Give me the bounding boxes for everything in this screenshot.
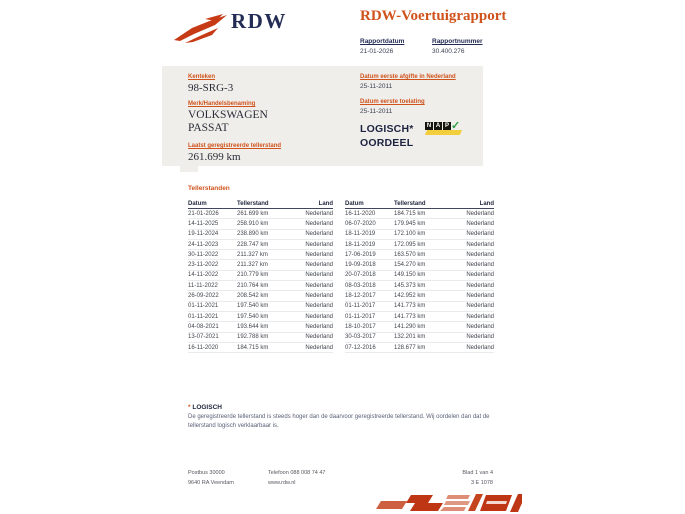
row-datum: 18-11-2019 — [345, 241, 376, 248]
row-tellerstand: 210.764 km — [237, 282, 269, 289]
row-datum: 19-09-2018 — [345, 262, 376, 269]
row-datum: 04-08-2021 — [188, 323, 219, 330]
row-tellerstand: 141.290 km — [394, 323, 426, 330]
nap-letter-a: A — [435, 123, 441, 129]
table-row — [188, 291, 333, 301]
nap-checkmark-icon: ✓ — [451, 120, 461, 132]
tellerstanden-right-body — [345, 209, 494, 353]
row-land: Nederland — [305, 210, 333, 217]
row-land: Nederland — [305, 262, 333, 269]
table-row — [188, 333, 333, 343]
footnote-title-text: LOGISCH — [192, 404, 222, 411]
header-land: Land — [318, 201, 333, 207]
footer-page-label: Blad 1 van 4 — [462, 470, 493, 476]
row-land: Nederland — [305, 293, 333, 300]
row-datum: 16-11-2020 — [188, 344, 219, 351]
row-land: Nederland — [305, 241, 333, 248]
row-land: Nederland — [466, 272, 494, 279]
page-title: RDW-Voertuigrapport — [360, 8, 507, 24]
table-header-row — [188, 196, 333, 209]
row-land: Nederland — [305, 344, 333, 351]
row-datum: 01-11-2021 — [188, 313, 219, 320]
table-row — [188, 260, 333, 270]
rapportnummer-value: 30.400.276 — [432, 47, 465, 55]
summary-box-notch — [180, 166, 198, 172]
table-row — [345, 333, 494, 343]
row-tellerstand: 149.150 km — [394, 272, 426, 279]
kenteken-label: Kenteken — [188, 74, 216, 80]
row-tellerstand: 172.095 km — [394, 241, 426, 248]
row-datum: 24-11-2023 — [188, 241, 219, 248]
row-datum: 18-11-2019 — [345, 231, 376, 238]
row-land: Nederland — [466, 303, 494, 310]
nap-letter-n: N — [426, 123, 432, 129]
oordeel-text — [360, 123, 414, 150]
footer-contact — [268, 468, 326, 488]
row-land: Nederland — [466, 262, 494, 269]
header-datum: Datum — [188, 201, 207, 207]
table-row — [345, 250, 494, 260]
row-datum: 30-11-2022 — [188, 251, 219, 258]
row-land: Nederland — [466, 344, 494, 351]
row-land: Nederland — [305, 313, 333, 320]
header-land: Land — [479, 201, 494, 207]
table-row — [188, 322, 333, 332]
footnote-marker: * — [188, 404, 191, 411]
row-land: Nederland — [466, 251, 494, 258]
row-tellerstand: 197.540 km — [237, 313, 269, 320]
footnote-text: De geregistreerde tellerstand is steeds hoger dan de daarvoor geregistreerde tellerstand. Wij oordelen dan dat de tellerstand logisch verklaarbaar is. — [188, 414, 490, 429]
table-row — [345, 209, 494, 219]
row-land: Nederland — [305, 282, 333, 289]
row-datum: 21-01-2026 — [188, 210, 219, 217]
table-row — [345, 343, 494, 353]
row-datum: 19-11-2024 — [188, 231, 219, 238]
row-datum: 26-09-2022 — [188, 293, 219, 300]
table-row — [345, 219, 494, 229]
footer-page-info — [462, 468, 493, 488]
merk-value-line2: PASSAT — [188, 122, 229, 134]
row-land: Nederland — [466, 241, 494, 248]
footer-stripes-graphic — [368, 491, 522, 513]
row-tellerstand: 208.542 km — [237, 293, 269, 300]
tellerstanden-heading: Tellerstanden — [188, 185, 230, 192]
footer-address — [188, 468, 234, 488]
row-datum: 11-11-2022 — [188, 282, 218, 289]
row-tellerstand: 238.890 km — [237, 231, 269, 238]
row-datum: 30-03-2017 — [345, 334, 376, 341]
tellerstanden-table-left — [188, 196, 333, 353]
merk-value-line1: VOLKSWAGEN — [188, 109, 268, 121]
rdw-logo-wordmark: RDW — [231, 9, 287, 33]
row-datum: 07-12-2016 — [345, 344, 376, 351]
table-row — [188, 312, 333, 322]
row-land: Nederland — [305, 323, 333, 330]
table-row — [188, 209, 333, 219]
rdw-logo-eagle-icon — [172, 13, 228, 45]
row-land: Nederland — [305, 334, 333, 341]
footer-phone: Telefoon 088 008 74 47 — [268, 470, 326, 476]
row-tellerstand: 163.570 km — [394, 251, 426, 258]
vehicle-summary-box — [162, 66, 483, 166]
table-header-row — [345, 196, 494, 209]
footer-address-line1: Postbus 30000 — [188, 470, 225, 476]
eerste-afgifte-label: Datum eerste afgifte in Nederland — [360, 74, 456, 80]
row-tellerstand: 184.715 km — [237, 344, 269, 351]
row-tellerstand: 193.644 km — [237, 323, 269, 330]
footer-website: www.rdw.nl — [268, 480, 296, 486]
row-tellerstand: 258.910 km — [237, 220, 269, 227]
row-datum: 01-11-2017 — [345, 303, 376, 310]
row-datum: 17-06-2019 — [345, 251, 376, 258]
rapportnummer-field — [432, 38, 483, 55]
row-tellerstand: 142.952 km — [394, 293, 426, 300]
row-datum: 18-10-2017 — [345, 323, 376, 330]
footer-form-code: 3 E 1078 — [470, 480, 493, 486]
laatste-tellerstand-label: Laatst geregistreerde tellerstand — [188, 143, 282, 149]
row-datum: 16-11-2020 — [345, 210, 376, 217]
row-land: Nederland — [466, 334, 494, 341]
row-land: Nederland — [305, 220, 333, 227]
row-tellerstand: 211.327 km — [237, 251, 268, 258]
row-tellerstand: 228.747 km — [237, 241, 269, 248]
eerste-toelating-label: Datum eerste toelating — [360, 99, 425, 105]
table-row — [345, 230, 494, 240]
table-row — [345, 322, 494, 332]
row-tellerstand: 154.270 km — [394, 262, 426, 269]
row-tellerstand: 192.788 km — [237, 334, 269, 341]
merk-value — [188, 109, 268, 135]
row-datum: 14-11-2022 — [188, 272, 219, 279]
row-land: Nederland — [466, 231, 494, 238]
table-row — [188, 219, 333, 229]
row-land: Nederland — [466, 220, 494, 227]
row-tellerstand: 128.677 km — [394, 344, 426, 351]
header-tellerstand: Tellerstand — [394, 201, 426, 207]
header-tellerstand: Tellerstand — [237, 201, 269, 207]
row-tellerstand: 132.201 km — [394, 334, 426, 341]
nap-letter-p: P — [444, 123, 449, 129]
row-land: Nederland — [305, 303, 333, 310]
row-land: Nederland — [466, 323, 494, 330]
row-tellerstand: 197.540 km — [237, 303, 269, 310]
rapportdatum-value: 21-01-2026 — [360, 47, 394, 55]
row-land: Nederland — [305, 231, 333, 238]
row-datum: 18-12-2017 — [345, 293, 376, 300]
table-row — [188, 281, 333, 291]
laatste-tellerstand-value: 261.699 km — [188, 151, 241, 163]
table-row — [345, 281, 494, 291]
row-land: Nederland — [466, 313, 494, 320]
row-datum: 23-11-2022 — [188, 262, 219, 269]
row-datum: 13-07-2021 — [188, 334, 219, 341]
table-row — [345, 260, 494, 270]
header-datum: Datum — [345, 201, 364, 207]
row-land: Nederland — [305, 272, 333, 279]
table-row — [188, 240, 333, 250]
row-tellerstand: 261.699 km — [237, 210, 269, 217]
row-datum: 01-11-2021 — [188, 303, 219, 310]
nap-logo-icon — [425, 121, 467, 138]
rapportdatum-field — [360, 38, 404, 55]
footnote-title — [188, 404, 500, 411]
table-row — [188, 250, 333, 260]
rapportdatum-label: Rapportdatum — [360, 38, 405, 45]
row-tellerstand: 172.100 km — [394, 231, 426, 238]
row-land: Nederland — [466, 293, 494, 300]
row-land: Nederland — [466, 282, 494, 289]
oordeel-line1: LOGISCH* — [360, 123, 414, 135]
row-tellerstand: 179.945 km — [394, 220, 426, 227]
table-row — [345, 302, 494, 312]
table-row — [345, 240, 494, 250]
row-datum: 08-03-2018 — [345, 282, 376, 289]
row-tellerstand: 210.779 km — [237, 272, 269, 279]
row-datum: 01-11-2017 — [345, 313, 376, 320]
eerste-afgifte-value: 25-11-2011 — [360, 83, 393, 90]
row-datum: 14-11-2025 — [188, 220, 219, 227]
kenteken-value: 98-SRG-3 — [188, 82, 234, 94]
row-datum: 20-07-2018 — [345, 272, 376, 279]
row-land: Nederland — [305, 251, 333, 258]
tellerstanden-table-right — [345, 196, 494, 353]
eerste-toelating-value: 25-11-2011 — [360, 108, 393, 115]
table-row — [188, 271, 333, 281]
merk-label: Merk/Handelsbenaming — [188, 101, 256, 107]
row-tellerstand: 145.373 km — [394, 282, 426, 289]
row-tellerstand: 211.327 km — [237, 262, 268, 269]
tellerstanden-left-body — [188, 209, 333, 353]
table-row — [345, 312, 494, 322]
table-row — [345, 271, 494, 281]
table-row — [188, 230, 333, 240]
row-tellerstand: 141.773 km — [394, 313, 426, 320]
row-tellerstand: 184.715 km — [394, 210, 426, 217]
table-row — [188, 343, 333, 353]
table-row — [188, 302, 333, 312]
rapportnummer-label: Rapportnummer — [432, 38, 483, 45]
oordeel-line2: OORDEEL — [360, 136, 414, 149]
row-datum: 06-07-2020 — [345, 220, 376, 227]
row-tellerstand: 141.773 km — [394, 303, 426, 310]
row-land: Nederland — [466, 210, 494, 217]
logisch-footnote — [188, 404, 500, 431]
table-row — [345, 291, 494, 301]
footer-address-line2: 9640 RA Veendam — [188, 480, 234, 486]
